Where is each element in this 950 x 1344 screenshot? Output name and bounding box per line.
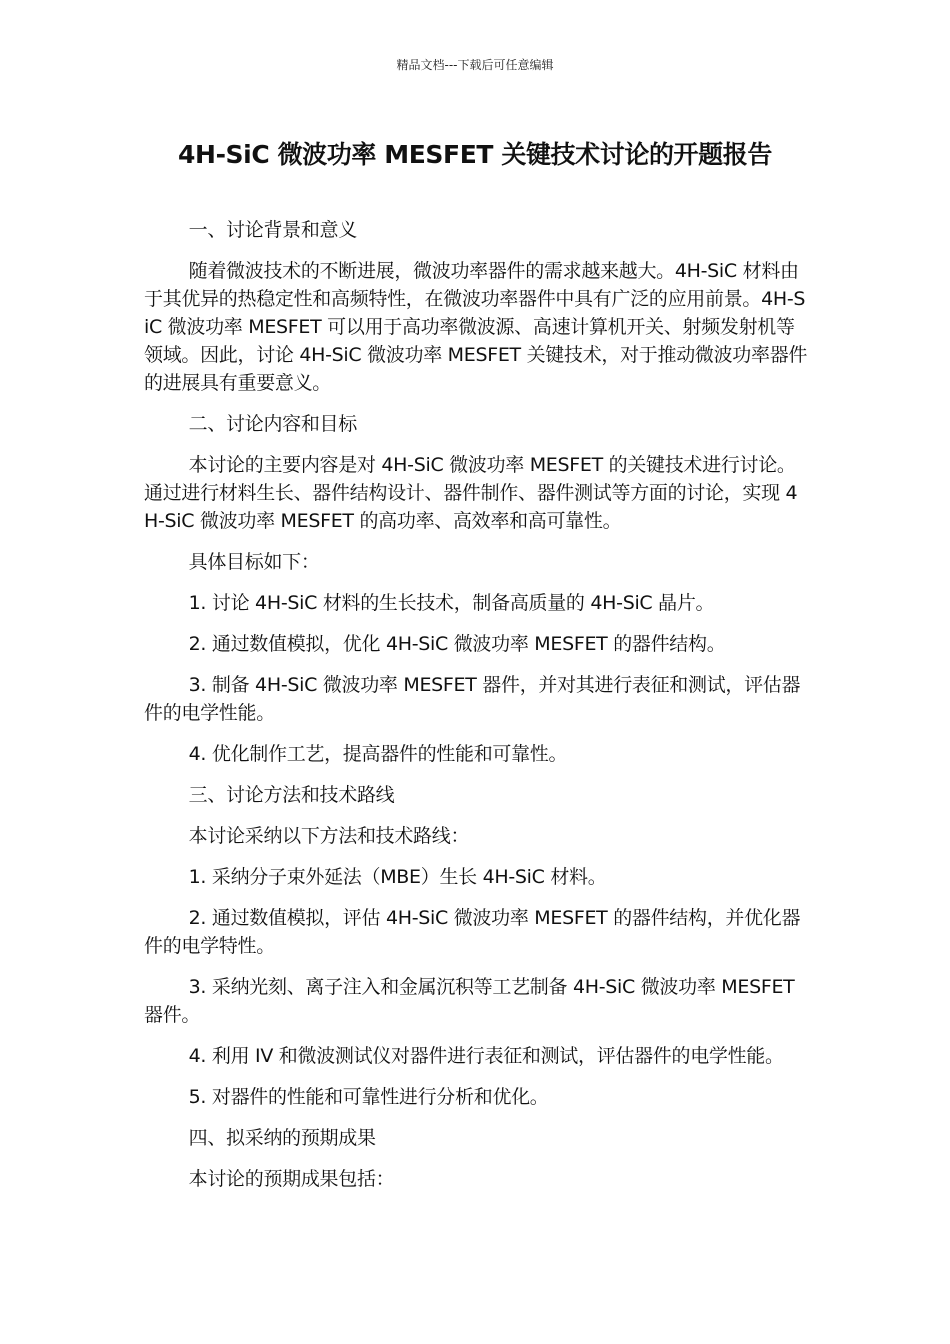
page-header: 精品文档---下载后可任意编辑 [396, 58, 554, 72]
paragraph-methods-intro: 本讨论采纳以下方法和技术路线： [188, 825, 470, 847]
document-title: 4H-SiC 微波功率 MESFET 关键技术讨论的开题报告 [178, 140, 772, 169]
list-item-goal-4: 4. 优化制作工艺，提高器件的性能和可靠性。 [188, 743, 568, 765]
section-heading-methods: 三、讨论方法和技术路线 [188, 784, 395, 806]
section-heading-content: 二、讨论内容和目标 [188, 413, 357, 435]
list-item-goal-1: 1. 讨论 4H-SiC 材料的生长技术，制备高质量的 4H-SiC 晶片。 [188, 592, 715, 614]
list-item-method-4: 4. 利用 IV 和微波测试仪对器件进行表征和测试，评估器件的电学性能。 [188, 1045, 784, 1067]
list-item-method-5: 5. 对器件的性能和可靠性进行分析和优化。 [188, 1086, 549, 1108]
paragraph-results-intro: 本讨论的预期成果包括： [188, 1168, 395, 1190]
paragraph-goals-intro: 具体目标如下： [188, 551, 320, 573]
list-item-method-3: 3. 采纳光刻、离子注入和金属沉积等工艺制备 4H-SiC 微波功率 MESFET 器件。 [144, 976, 795, 1026]
list-item-goal-3: 3. 制备 4H-SiC 微波功率 MESFET 器件，并对其进行表征和测试，评估器件的电学性能。 [144, 674, 801, 724]
paragraph-background: 随着微波技术的不断进展，微波功率器件的需求越来越大。4H-SiC 材料由于其优异的热稳定性和高频特性，在微波功率器件中具有广泛的应用前景。4H-SiC 微波功率 MESFET 可以用于高功率微波源、高速计算机开关、射频发射机等领域。因此，讨论 4H-SiC 微波功率 MESFET 关键技术，对于推动微波功率器件的进展具有重要意义。 [144, 260, 808, 394]
document-body [144, 216, 810, 1206]
section-heading-background: 一、讨论背景和意义 [188, 219, 357, 241]
list-item-method-2: 2. 通过数值模拟，评估 4H-SiC 微波功率 MESFET 的器件结构，并优化器件的电学特性。 [144, 907, 801, 957]
paragraph-content: 本讨论的主要内容是对 4H-SiC 微波功率 MESFET 的关键技术进行讨论。通过进行材料生长、器件结构设计、器件制作、器件测试等方面的讨论，实现 4H-SiC 微波功率 MESFET 的高功率、高效率和高可靠性。 [144, 454, 798, 532]
section-heading-results: 四、拟采纳的预期成果 [188, 1127, 376, 1149]
list-item-goal-2: 2. 通过数值模拟，优化 4H-SiC 微波功率 MESFET 的器件结构。 [188, 633, 726, 655]
list-item-method-1: 1. 采纳分子束外延法（MBE）生长 4H-SiC 材料。 [188, 866, 607, 888]
